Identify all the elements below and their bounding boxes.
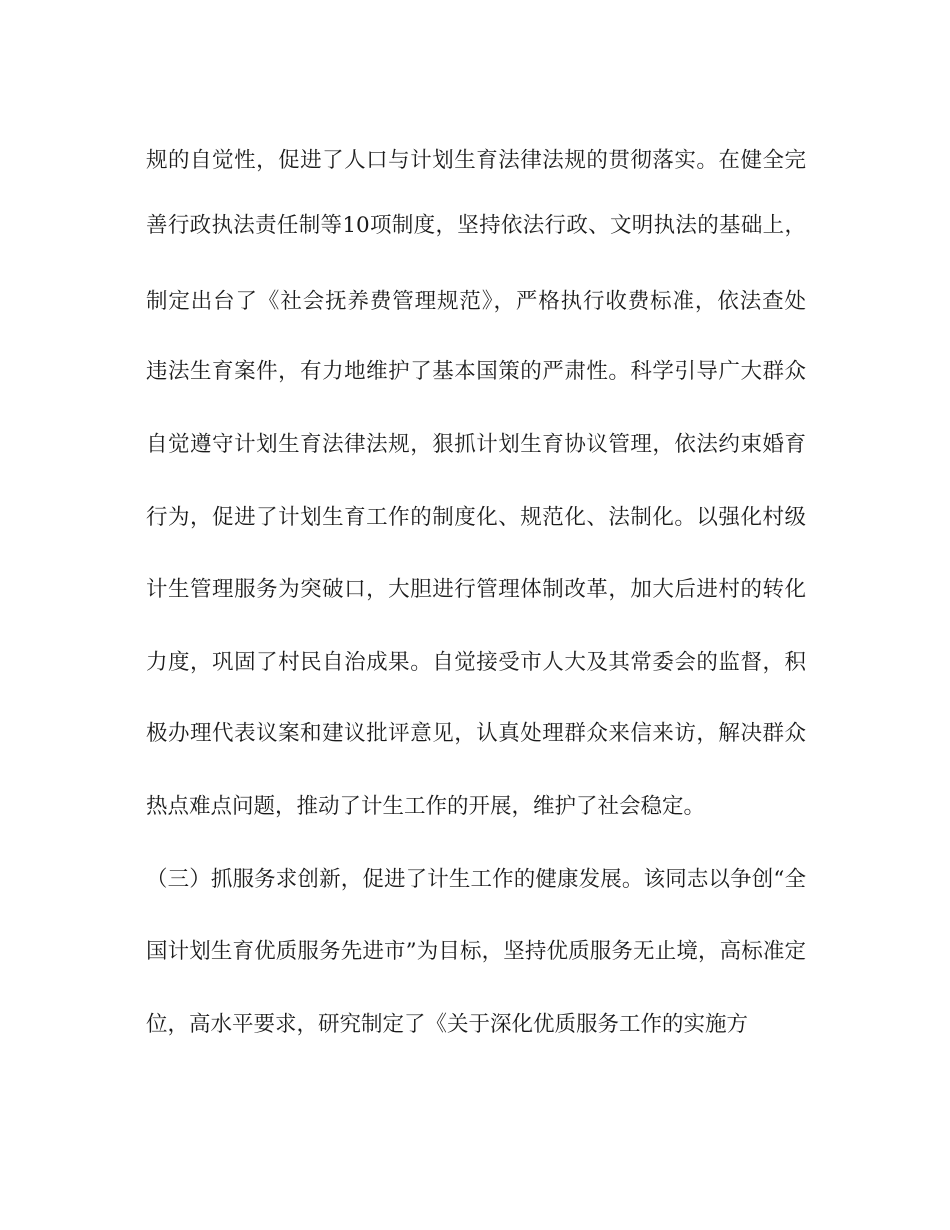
text-line-4: 违法生育案件，有力地维护了基本国策的严肃性。科学引导广大群众 [146,359,806,384]
text-line-11: （三）抓服务求创新，促进了计生工作的健康发展。该同志以争创“全 [146,867,806,892]
text-line-13: 位，高水平要求，研究制定了《关于深化优质服务工作的实施方 [146,1012,749,1037]
text-line-5: 自觉遵守计划生育法律法规，狠抓计划生育协议管理，依法约束婚育 [146,432,806,457]
text-line-10: 热点难点问题，推动了计生工作的开展，维护了社会稳定。 [146,794,706,819]
text-line-8: 力度，巩固了村民自治成果。自觉接受市人大及其常委会的监督，积 [146,650,806,675]
text-line-7: 计生管理服务为突破口，大胆进行管理体制改革，加大后进村的转化 [146,577,806,602]
text-line-1: 规的自觉性，促进了人口与计划生育法律法规的贯彻落实。在健全完 [146,148,806,173]
text-line-3: 制定出台了《社会抚养费管理规范》，严格执行收费标准，依法查处 [146,289,806,314]
text-line-6: 行为，促进了计划生育工作的制度化、规范化、法制化。以强化村级 [146,505,806,530]
text-line-2: 善行政执法责任制等10项制度，坚持依法行政、文明执法的基础上， [146,213,806,238]
text-line-9: 极办理代表议案和建议批评意见，认真处理群众来信来访，解决群众 [146,721,806,746]
text-line-12: 国计划生育优质服务先进市”为目标，坚持优质服务无止境，高标准定 [146,939,806,964]
